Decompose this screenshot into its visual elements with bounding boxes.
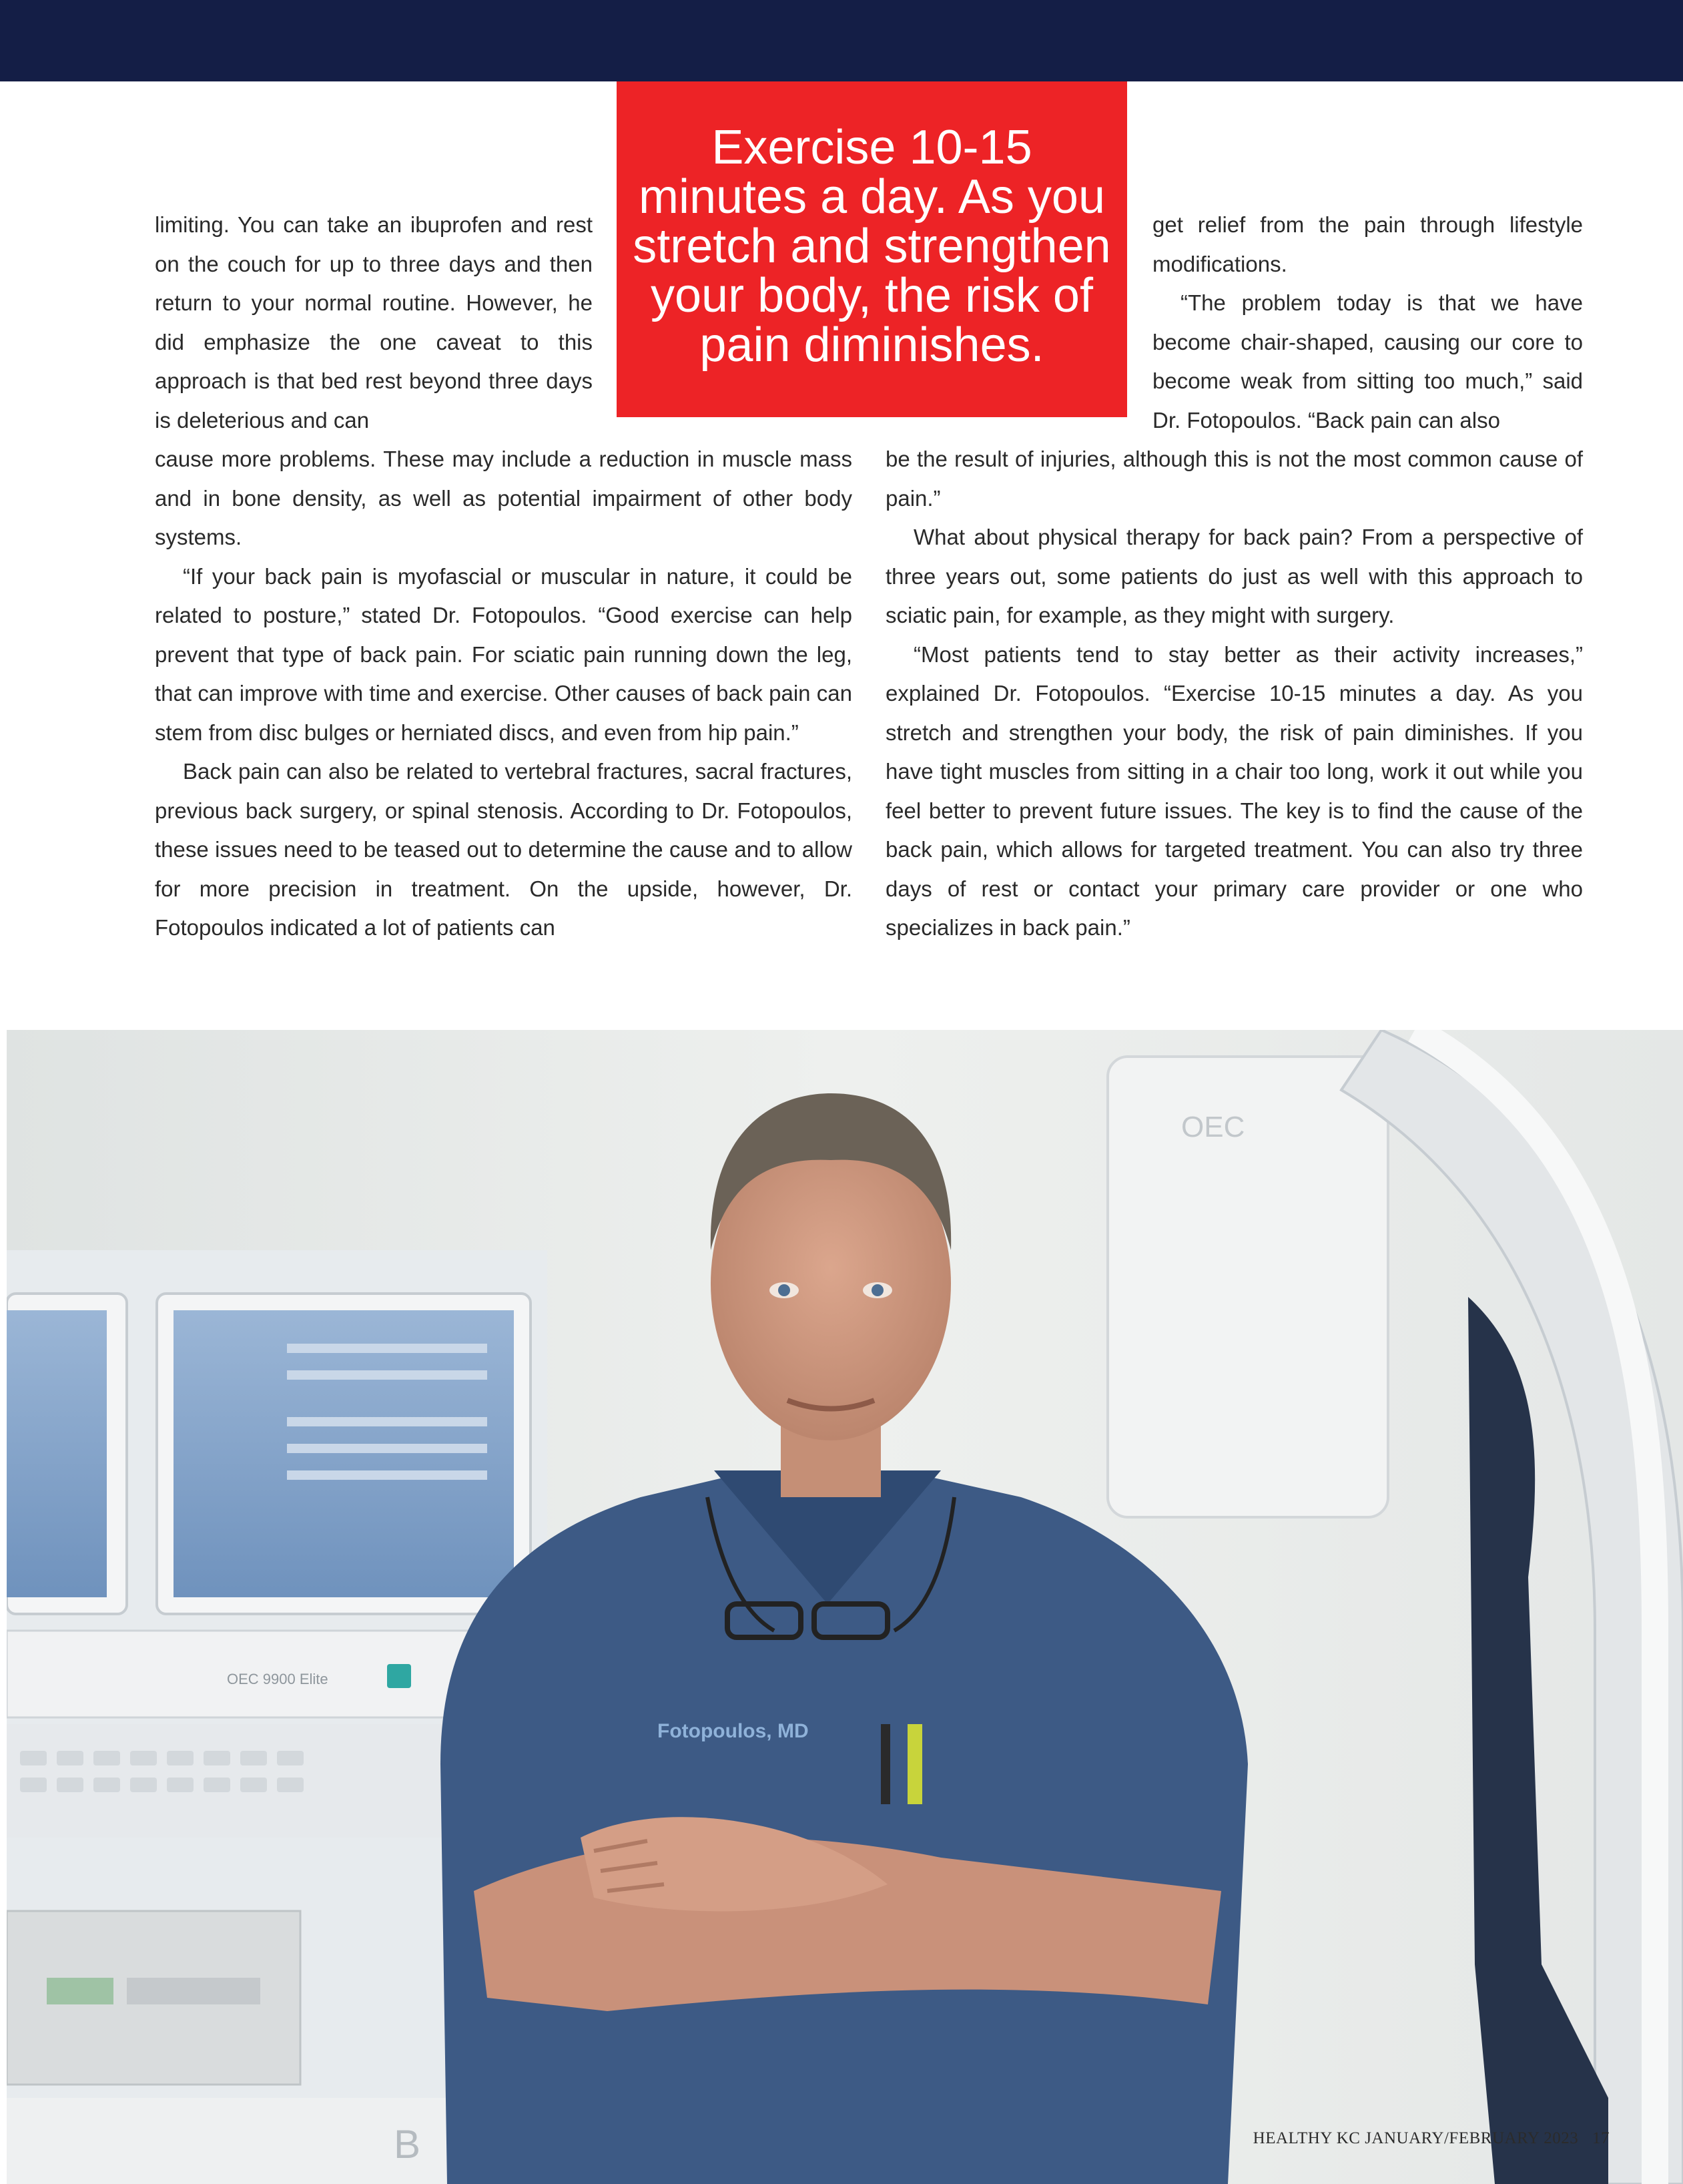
article-column-left-top [155, 206, 593, 440]
cart-letter-label: B [394, 2122, 421, 2167]
paragraph: limiting. You can take an ibuprofen and rest on the couch for up to three days and then return to your normal routine. However, he did emphasize the one caveat to this approach is that bed rest beyond three days is deleterious and can [155, 212, 593, 433]
paragraph: “Most patients tend to stay better as their activity increases,” explained Dr. Fotopoulos. “Exercise 10-15 minutes a day. As you stretch and strengthen your body, the risk of pain diminishes. If you have tight muscles from sitting in a chair too long, work it out while you feel better to prevent future issues. The key is to find the cause of the back pain, which allows for targeted treatment. You can also try three days of rest or contact your primary care provider or one who specializes in back pain.” [886, 641, 1583, 940]
doctor-photo [7, 1030, 1683, 2184]
pull-quote-line: stretch and strengthen [633, 220, 1111, 273]
power-button-icon [387, 1664, 411, 1688]
paragraph: get relief from the pain through lifestyle modifications. [1152, 212, 1583, 276]
page-footer [1253, 2129, 1610, 2148]
article-column-left [155, 440, 852, 948]
article-column-right-top [1152, 206, 1583, 440]
equipment-label: OEC [1181, 1111, 1245, 1143]
pen-icon [881, 1724, 890, 1804]
paragraph: “The problem today is that we have become chair-shaped, causing our core to become weak from sitting too much,” said Dr. Fotopoulos. “Back pain can also [1152, 290, 1583, 433]
pull-quote [617, 81, 1127, 417]
monitor-model-label: OEC 9900 Elite [227, 1671, 328, 1687]
paragraph: What about physical therapy for back pain? From a perspective of three years out, some patients do just as well with this approach to sciatic pain, for example, as they might with surgery. [886, 525, 1583, 627]
paragraph: “If your back pain is myofascial or muscular in nature, it could be related to posture,” stated Dr. Fotopoulos. “Good exercise can help prevent that type of back pain. For sciatic pain running down the leg, that can improve with time and exercise. Other causes of back pain can stem from disc bulges or herniated discs, and even from hip pain.” [155, 563, 852, 745]
page-number: 17 [1592, 2129, 1610, 2147]
scrubs-name-label: Fotopoulos, MD [657, 1720, 809, 1742]
paragraph: Back pain can also be related to vertebral fractures, sacral fractures, previous back surgery, or spinal stenosis. According to Dr. Fotopoulos, these issues need to be teased out to determine the cause and to allow for more precision in treatment. On the upside, however, Dr. Fotopoulos indicated a lot of patients can [155, 759, 852, 940]
monitor-screen [174, 1310, 514, 1597]
pull-quote-line: Exercise 10-15 [711, 121, 1032, 174]
publication-name: HEALTHY KC JANUARY/FEBRUARY 2023 [1253, 2129, 1579, 2147]
photo-illustration [7, 1030, 1683, 2184]
top-banner-bar [0, 0, 1683, 81]
paragraph: cause more problems. These may include a reduction in muscle mass and in bone density, as well as potential impairment of other body systems. [155, 447, 852, 549]
paragraph: be the result of injuries, although this is not the most common cause of pain.” [886, 447, 1583, 511]
pull-quote-line: pain diminishes. [699, 318, 1044, 372]
pull-quote-line: your body, the risk of [651, 269, 1093, 322]
pull-quote-line: minutes a day. As you [638, 170, 1106, 224]
article-column-right [886, 440, 1583, 948]
